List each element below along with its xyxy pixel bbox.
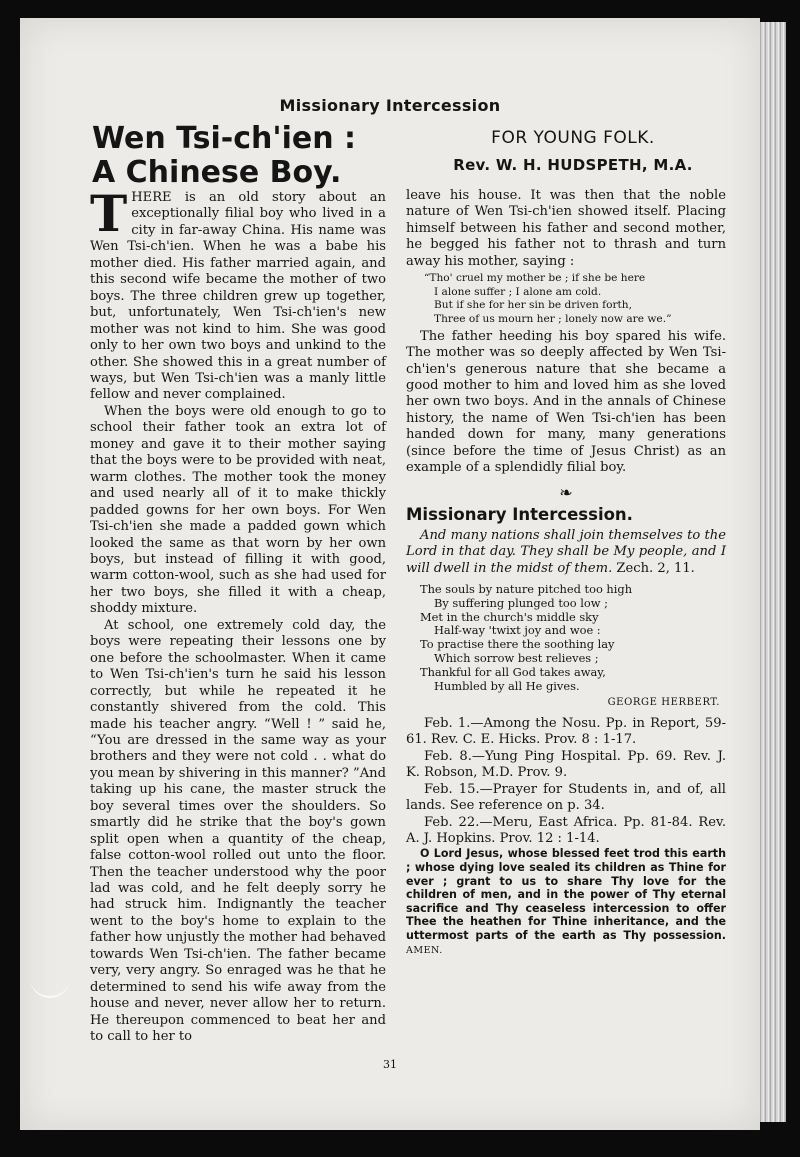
- poem: [420, 583, 726, 693]
- section-title: Missionary Intercession.: [406, 505, 633, 525]
- paragraph: The father heeding his boy spared his wife. The mother was so deeply affected by Wen Tsi-ch'ien's generous nature that she became a good mother to him and loved him as she loved her own two boys. And in the annals of Chinese history, the name of Wen Tsi-ch'ien has been handed down for many, many generations (since before the time of Jesus Christ) as an example of a splendidly filial boy.: [406, 328, 726, 476]
- poem-line: Half-way 'twixt joy and woe :: [434, 623, 601, 638]
- drop-cap: T: [90, 184, 128, 243]
- schedule-item: Feb. 8.—Yung Ping Hospital. Pp. 69. Rev. J. K. Robson, M.D. Prov. 9.: [406, 748, 726, 781]
- prayer-text: O Lord Jesus, whose blessed feet trod this earth ; whose dying love sealed its children as Thine for ever ; grant to us to share Thy love for the children of men, and in the power of Thy eternal sacrifice and Thy ceaseless intercession to offer Thee the heathen for Thine inheritance, and the uttermost parts of the earth as Thy possession.: [406, 847, 726, 942]
- verse-line: I alone suffer ; I alone am cold.: [434, 285, 602, 298]
- prayer: [406, 847, 726, 957]
- paragraph: leave his house. It was then that the noble nature of Wen Tsi-ch'ien showed itself. Placing himself between his father and second mother, he begged his father not to thrash and turn away his mother, saying :: [406, 188, 726, 269]
- article-subtitle: FOR YOUNG FOLK.: [491, 128, 655, 148]
- epigraph-text: And many nations shall join themselves to the Lord in that day. They shall be My people, and I will dwell in the midst of them.: [406, 527, 726, 576]
- fleuron-ornament-icon: ❧: [559, 482, 573, 502]
- article-title: [92, 122, 392, 190]
- right-column: [406, 188, 726, 957]
- article-title-line-2: A Chinese Boy.: [92, 155, 342, 190]
- article-title-line-1: Wen Tsi-ch'ien :: [92, 121, 356, 156]
- schedule-item: Feb. 1.—Among the Nosu. Pp. in Report, 59-61. Rev. C. E. Hicks. Prov. 8 : 1-17.: [406, 715, 726, 748]
- poem-line: By suffering plunged too low ;: [434, 595, 608, 610]
- paragraph: THERE is an old story about an exceptionally filial boy who lived in a city in far-away China. His name was Wen Tsi-ch'ien. When he was a babe his mother died. His father married again, and this second wife became the mother of two boys. The three children grew up together, but, unfortunately, Wen Tsi-ch'ien's new mother was not kind to him. She was good only to her own two boys and unkind to the other. She showed this in a great number of ways, but Wen Tsi-ch'ien was a manly little fellow and never complained.: [90, 184, 386, 403]
- poem-line: The souls by nature pitched too high: [420, 581, 633, 596]
- left-column: [90, 184, 386, 1046]
- poem-line: Thankful for all God takes away,: [420, 664, 606, 679]
- poem-line: Which sorrow best relieves ;: [434, 650, 599, 665]
- prayer-amen: AMEN.: [406, 944, 443, 956]
- poem-author: GEORGE HERBERT.: [607, 697, 720, 709]
- magazine-page: [20, 18, 760, 1130]
- article-author: Rev. W. H. HUDSPETH, M.A.: [453, 156, 693, 174]
- verse-line: But if she for her sin be driven forth,: [434, 299, 632, 312]
- page-number: 31: [383, 1058, 397, 1071]
- poem-line: Met in the church's middle sky: [420, 609, 599, 624]
- prayer-schedule: [406, 716, 726, 848]
- running-head: Missionary Intercession: [279, 96, 501, 115]
- schedule-item: Feb. 15.—Prayer for Students in, and of, all lands. See reference on p. 34.: [406, 781, 726, 814]
- epigraph-reference: Zech. 2, 11.: [616, 560, 695, 576]
- verse-line: Three of us mourn her ; lonely now are we.”: [434, 313, 672, 326]
- poem-line: To practise there the soothing lay: [420, 637, 615, 652]
- poem-line: Humbled by all He gives.: [434, 678, 580, 693]
- epigraph: [406, 528, 726, 577]
- verse-quote: [424, 272, 726, 326]
- schedule-item: Feb. 22.—Meru, East Africa. Pp. 81-84. Rev. A. J. Hopkins. Prov. 12 : 1-14.: [406, 814, 726, 846]
- paragraph: At school, one extremely cold day, the boys were repeating their lessons one by one before the schoolmaster. When it came to Wen Tsi-ch'ien's turn he said his lesson correctly, but while he repeated it he constantly shivered from the cold. This made his teacher angry. “Well ! ” said he, “You are dressed in the same way as your brothers and they were not cold . . what do you mean by shivering in this manner? ”And taking up his cane, the master struck the boy several times over the shoulders. So smartly did he strike that the boy's gown split open when a quantity of the cheap, false cotton-wool rolled out unto the floor. Then the teacher understood why the poor lad was cold, and he felt deeply sorry he had struck him. Indignantly the teacher went to the boy's home to explain to the father how unjustly the mother had behaved towards Wen Tsi-ch'ien. The father became very, very angry. So enraged was he that he determined to send his wife away from the house and never, never allow her to return. He thereupon commenced to beat her and to call to her to: [90, 617, 386, 1045]
- verse-line: “Tho' cruel my mother be ; if she be here: [424, 272, 646, 285]
- paragraph: When the boys were old enough to go to school their father took an extra lot of money and gave it to their mother saying that the boys were to be provided with neat, warm clothes. The mother took the money and used nearly all of it to make thickly padded gowns for her own boys. For Wen Tsi-ch'ien she made a padded gown which looked the same as that worn by her own boys, but instead of filling it with good, warm cotton-wool, such as she had used for her two boys, she filled it with a cheap, shoddy mixture.: [90, 403, 386, 617]
